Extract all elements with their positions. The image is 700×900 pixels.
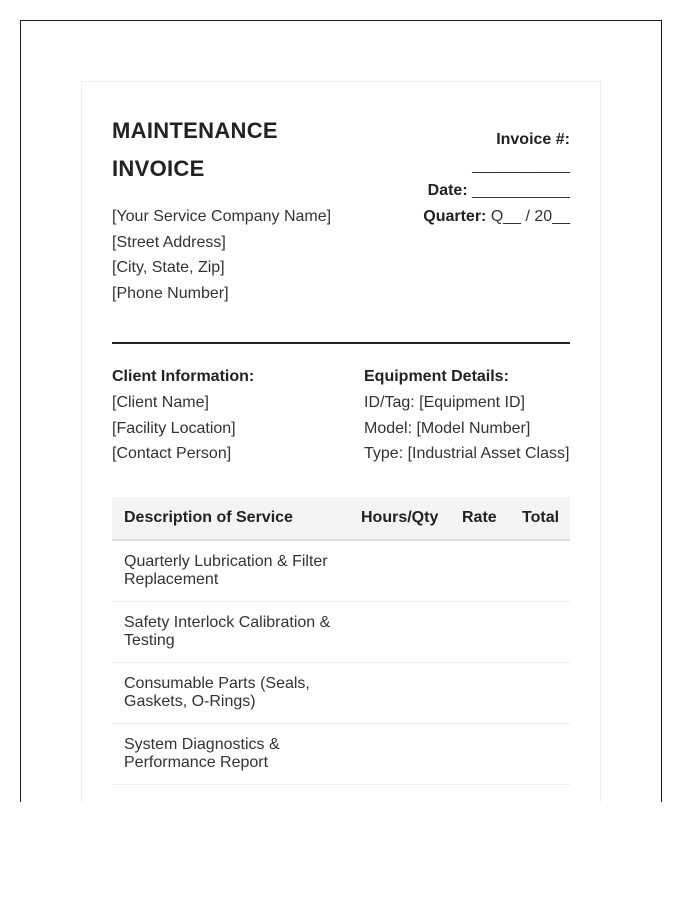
section-divider [112,342,570,344]
equipment-id: ID/Tag: [Equipment ID] [364,394,525,411]
invoice-title-line-1: MAINTENANCE [112,118,278,143]
invoice-title [112,112,342,188]
invoice-number-blank: ___________ [472,156,570,174]
table-header-row [112,497,570,540]
row-hours[interactable] [361,540,462,602]
header-total: Total [522,497,570,540]
client-location: [Facility Location] [112,419,236,437]
table-row [112,663,570,724]
row-total[interactable] [522,540,570,602]
row-description: Safety Interlock Calibration & Testing [112,602,361,663]
header-hours: Hours/Qty [361,497,462,540]
row-rate[interactable] [462,602,522,663]
company-block [112,204,331,307]
row-total[interactable] [522,663,570,724]
date-label: Date: [427,182,468,199]
quarter-value: Q__ / 20__ [490,207,570,225]
company-phone: [Phone Number] [112,285,229,303]
table-row [112,602,570,663]
invoice-number-row [423,127,570,153]
table-row [112,724,570,785]
quarter-row [423,204,570,230]
date-row [423,178,570,204]
client-info-heading: Client Information: [112,368,255,385]
row-description: Quarterly Lubrication & Filter Replacement [112,540,361,602]
invoice-meta [423,127,570,229]
client-contact: [Contact Person] [112,445,232,463]
quarter-label: Quarter: [423,207,487,225]
client-name: [Client Name] [112,394,209,411]
header-rate: Rate [462,497,522,540]
row-total[interactable] [522,602,570,663]
company-street: [Street Address] [112,233,226,251]
table-row [112,540,570,602]
equipment-details-heading: Equipment Details: [364,368,509,385]
company-name: [Your Service Company Name] [112,208,332,225]
equipment-details-block [364,364,569,467]
services-table [112,497,570,785]
date-blank: ___________ [472,182,570,199]
row-rate[interactable] [462,540,522,602]
row-hours[interactable] [361,663,462,724]
equipment-model: Model: [Model Number] [364,419,531,437]
invoice-number-row-blank [423,153,570,179]
row-hours[interactable] [361,724,462,785]
invoice-number-label: Invoice #: [496,131,570,148]
row-rate[interactable] [462,663,522,724]
invoice-title-line-2: INVOICE [112,156,205,181]
row-rate[interactable] [462,724,522,785]
row-total[interactable] [522,724,570,785]
row-description: Consumable Parts (Seals, Gaskets, O-Rings) [112,663,361,724]
equipment-type: Type: [Industrial Asset Class] [364,445,570,463]
client-info-block [112,364,254,467]
header-description: Description of Service [112,497,361,540]
company-city: [City, State, Zip] [112,259,225,277]
row-description: System Diagnostics & Performance Report [112,724,361,785]
row-hours[interactable] [361,602,462,663]
